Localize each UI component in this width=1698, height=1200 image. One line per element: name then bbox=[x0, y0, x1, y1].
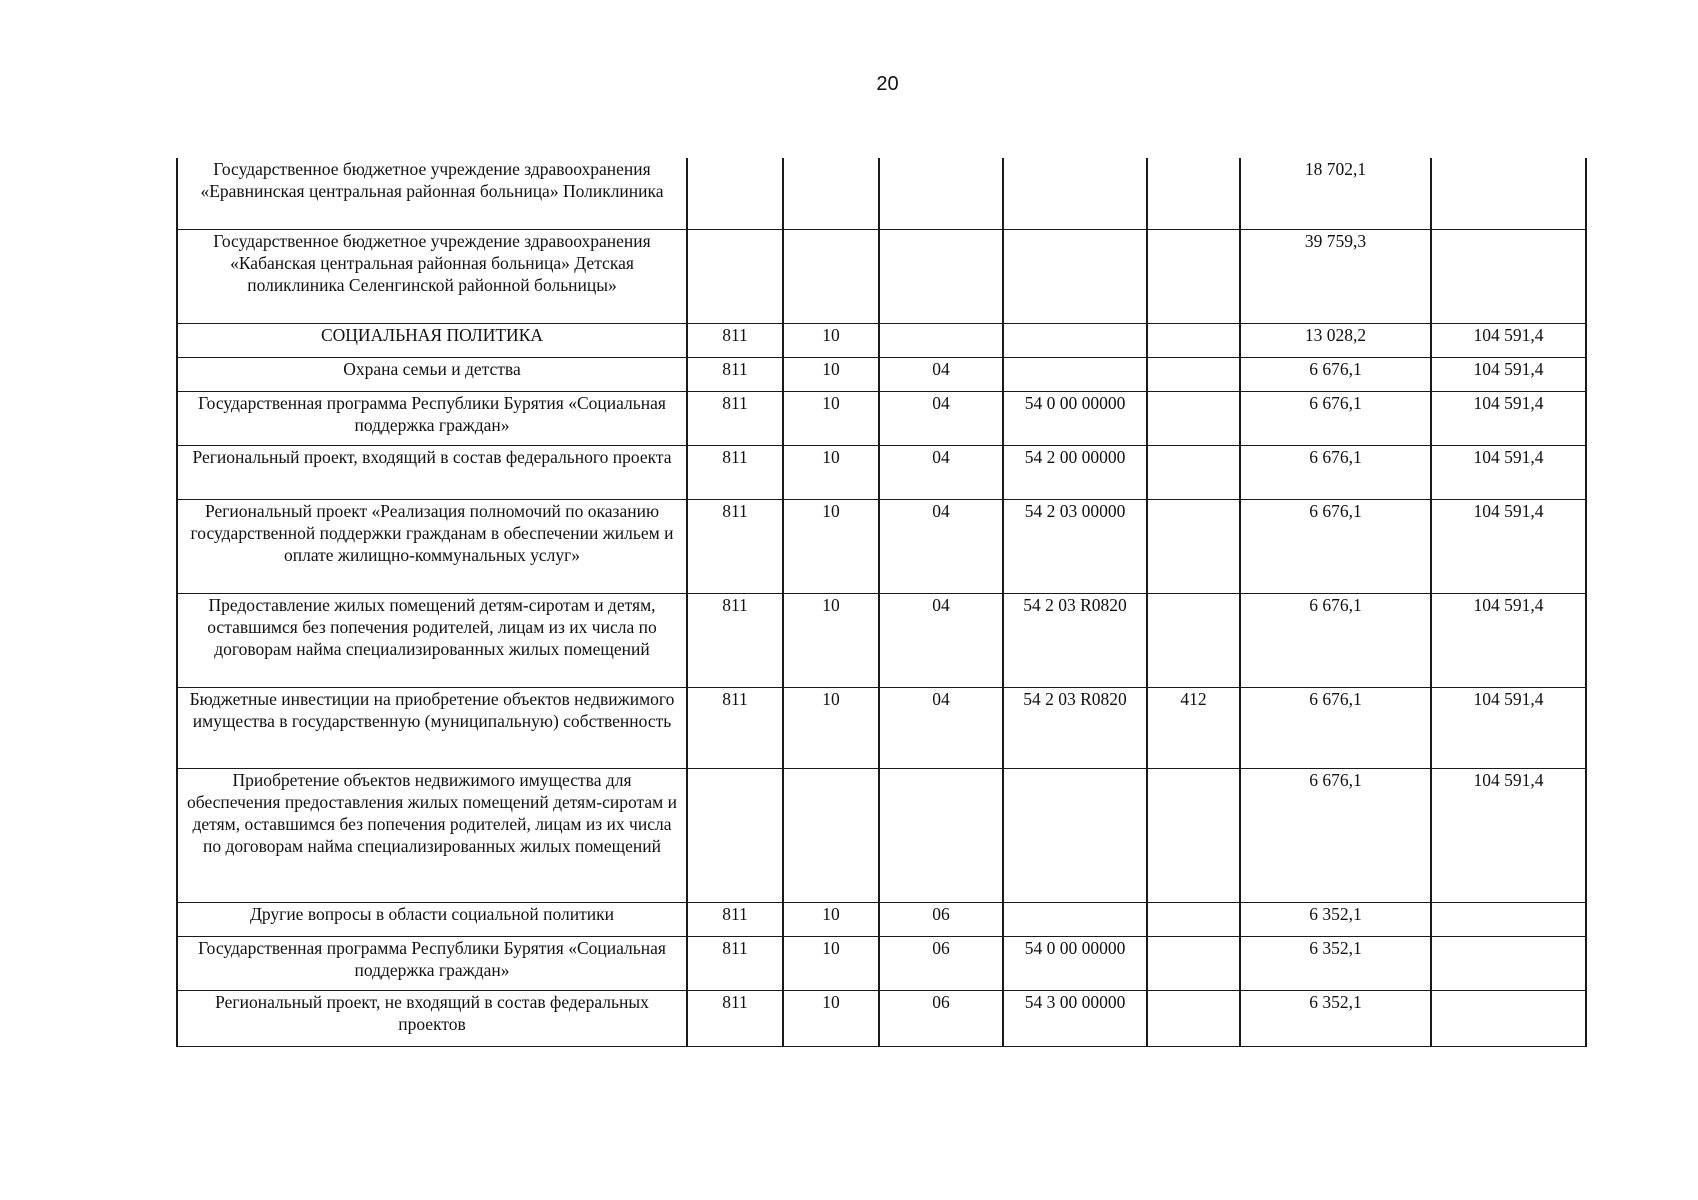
cell-sum-2: 104 591,4 bbox=[1431, 768, 1586, 902]
cell-sum-2: 104 591,4 bbox=[1431, 499, 1586, 593]
cell-pr: 04 bbox=[879, 445, 1003, 499]
cell-sum-2 bbox=[1431, 158, 1586, 229]
cell-sum-1: 18 702,1 bbox=[1240, 158, 1431, 229]
cell-ved bbox=[687, 768, 783, 902]
cell-rz bbox=[783, 158, 879, 229]
cell-vr bbox=[1147, 499, 1240, 593]
cell-sum-1: 6 676,1 bbox=[1240, 768, 1431, 902]
cell-rz: 10 bbox=[783, 687, 879, 768]
cell-rz: 10 bbox=[783, 936, 879, 990]
cell-sum-2 bbox=[1431, 229, 1586, 323]
cell-sum-2 bbox=[1431, 990, 1586, 1046]
cell-rz: 10 bbox=[783, 391, 879, 445]
cell-pr: 06 bbox=[879, 902, 1003, 936]
cell-csr: 54 2 03 R0820 bbox=[1003, 687, 1147, 768]
cell-csr bbox=[1003, 229, 1147, 323]
cell-rz: 10 bbox=[783, 902, 879, 936]
cell-name: Региональный проект, входящий в состав федерального проекта bbox=[177, 445, 687, 499]
cell-csr: 54 2 00 00000 bbox=[1003, 445, 1147, 499]
table-row bbox=[177, 499, 1586, 593]
table-row bbox=[177, 902, 1586, 936]
cell-ved: 811 bbox=[687, 936, 783, 990]
cell-name: Государственная программа Республики Бурятия «Социальная поддержка граждан» bbox=[177, 936, 687, 990]
cell-sum-1: 6 676,1 bbox=[1240, 593, 1431, 687]
table-row bbox=[177, 990, 1586, 1046]
cell-sum-2: 104 591,4 bbox=[1431, 593, 1586, 687]
cell-csr bbox=[1003, 323, 1147, 357]
cell-sum-1: 6 352,1 bbox=[1240, 936, 1431, 990]
cell-name: Государственное бюджетное учреждение здравоохранения «Кабанская центральная районная больница» Детская поликлиника Селенгинской районной больницы» bbox=[177, 229, 687, 323]
cell-name: Региональный проект «Реализация полномочий по оказанию государственной поддержки гражданам в обеспечении жильем и оплате жилищно-коммунальных услуг» bbox=[177, 499, 687, 593]
cell-pr: 04 bbox=[879, 391, 1003, 445]
cell-ved: 811 bbox=[687, 902, 783, 936]
cell-pr bbox=[879, 323, 1003, 357]
cell-sum-1: 39 759,3 bbox=[1240, 229, 1431, 323]
cell-csr: 54 2 03 00000 bbox=[1003, 499, 1147, 593]
cell-pr bbox=[879, 158, 1003, 229]
cell-sum-1: 13 028,2 bbox=[1240, 323, 1431, 357]
table-row bbox=[177, 593, 1586, 687]
cell-ved: 811 bbox=[687, 499, 783, 593]
cell-name: Другие вопросы в области социальной политики bbox=[177, 902, 687, 936]
cell-pr bbox=[879, 768, 1003, 902]
cell-pr: 06 bbox=[879, 990, 1003, 1046]
cell-vr: 412 bbox=[1147, 687, 1240, 768]
table-row bbox=[177, 445, 1586, 499]
cell-sum-2 bbox=[1431, 936, 1586, 990]
cell-sum-1: 6 352,1 bbox=[1240, 902, 1431, 936]
cell-pr: 04 bbox=[879, 593, 1003, 687]
table-row bbox=[177, 391, 1586, 445]
cell-ved: 811 bbox=[687, 357, 783, 391]
cell-sum-2: 104 591,4 bbox=[1431, 357, 1586, 391]
cell-rz: 10 bbox=[783, 445, 879, 499]
cell-ved bbox=[687, 229, 783, 323]
cell-csr: 54 2 03 R0820 bbox=[1003, 593, 1147, 687]
table-row bbox=[177, 936, 1586, 990]
cell-csr bbox=[1003, 768, 1147, 902]
cell-sum-2: 104 591,4 bbox=[1431, 445, 1586, 499]
cell-vr bbox=[1147, 445, 1240, 499]
cell-ved: 811 bbox=[687, 687, 783, 768]
cell-name: Региональный проект, не входящий в состав федеральных проектов bbox=[177, 990, 687, 1046]
cell-name: Приобретение объектов недвижимого имущества для обеспечения предоставления жилых помещений детям-сиротам и детям, оставшимся без попечения родителей, лицам из их числа по договорам найма специализированных жилых помещений bbox=[177, 768, 687, 902]
cell-name: Бюджетные инвестиции на приобретение объектов недвижимого имущества в государственную (муниципальную) собственность bbox=[177, 687, 687, 768]
cell-csr bbox=[1003, 902, 1147, 936]
cell-sum-2: 104 591,4 bbox=[1431, 391, 1586, 445]
cell-name: Государственная программа Республики Бурятия «Социальная поддержка граждан» bbox=[177, 391, 687, 445]
budget-table bbox=[176, 158, 1587, 1047]
cell-vr bbox=[1147, 158, 1240, 229]
cell-rz: 10 bbox=[783, 499, 879, 593]
cell-vr bbox=[1147, 229, 1240, 323]
cell-sum-1: 6 676,1 bbox=[1240, 499, 1431, 593]
cell-sum-2: 104 591,4 bbox=[1431, 323, 1586, 357]
cell-ved: 811 bbox=[687, 990, 783, 1046]
page-number: 20 bbox=[876, 73, 899, 95]
cell-sum-1: 6 676,1 bbox=[1240, 357, 1431, 391]
cell-ved: 811 bbox=[687, 391, 783, 445]
cell-sum-2: 104 591,4 bbox=[1431, 687, 1586, 768]
cell-vr bbox=[1147, 391, 1240, 445]
cell-sum-1: 6 676,1 bbox=[1240, 687, 1431, 768]
cell-sum-1: 6 676,1 bbox=[1240, 391, 1431, 445]
cell-ved: 811 bbox=[687, 593, 783, 687]
table-row bbox=[177, 357, 1586, 391]
cell-name: Предоставление жилых помещений детям-сиротам и детям, оставшимся без попечения родителей, лицам из их числа по договорам найма специализированных жилых помещений bbox=[177, 593, 687, 687]
cell-vr bbox=[1147, 768, 1240, 902]
cell-vr bbox=[1147, 357, 1240, 391]
cell-vr bbox=[1147, 593, 1240, 687]
cell-csr: 54 0 00 00000 bbox=[1003, 391, 1147, 445]
table-row bbox=[177, 158, 1586, 229]
cell-sum-1: 6 676,1 bbox=[1240, 445, 1431, 499]
cell-rz: 10 bbox=[783, 357, 879, 391]
cell-rz: 10 bbox=[783, 990, 879, 1046]
cell-rz: 10 bbox=[783, 593, 879, 687]
cell-pr: 04 bbox=[879, 687, 1003, 768]
cell-vr bbox=[1147, 323, 1240, 357]
cell-name: Охрана семьи и детства bbox=[177, 357, 687, 391]
table-row bbox=[177, 768, 1586, 902]
cell-sum-1: 6 352,1 bbox=[1240, 990, 1431, 1046]
cell-csr bbox=[1003, 158, 1147, 229]
cell-ved: 811 bbox=[687, 445, 783, 499]
cell-name: СОЦИАЛЬНАЯ ПОЛИТИКА bbox=[177, 323, 687, 357]
cell-pr bbox=[879, 229, 1003, 323]
table-row bbox=[177, 687, 1586, 768]
table-row bbox=[177, 229, 1586, 323]
cell-csr: 54 3 00 00000 bbox=[1003, 990, 1147, 1046]
cell-vr bbox=[1147, 990, 1240, 1046]
cell-ved bbox=[687, 158, 783, 229]
cell-name: Государственное бюджетное учреждение здравоохранения «Еравнинская центральная районная больница» Поликлиника bbox=[177, 158, 687, 229]
cell-csr bbox=[1003, 357, 1147, 391]
cell-rz bbox=[783, 768, 879, 902]
cell-pr: 04 bbox=[879, 357, 1003, 391]
cell-pr: 06 bbox=[879, 936, 1003, 990]
cell-rz bbox=[783, 229, 879, 323]
cell-vr bbox=[1147, 902, 1240, 936]
cell-csr: 54 0 00 00000 bbox=[1003, 936, 1147, 990]
cell-pr: 04 bbox=[879, 499, 1003, 593]
cell-rz: 10 bbox=[783, 323, 879, 357]
table-row bbox=[177, 323, 1586, 357]
cell-ved: 811 bbox=[687, 323, 783, 357]
cell-vr bbox=[1147, 936, 1240, 990]
cell-sum-2 bbox=[1431, 902, 1586, 936]
